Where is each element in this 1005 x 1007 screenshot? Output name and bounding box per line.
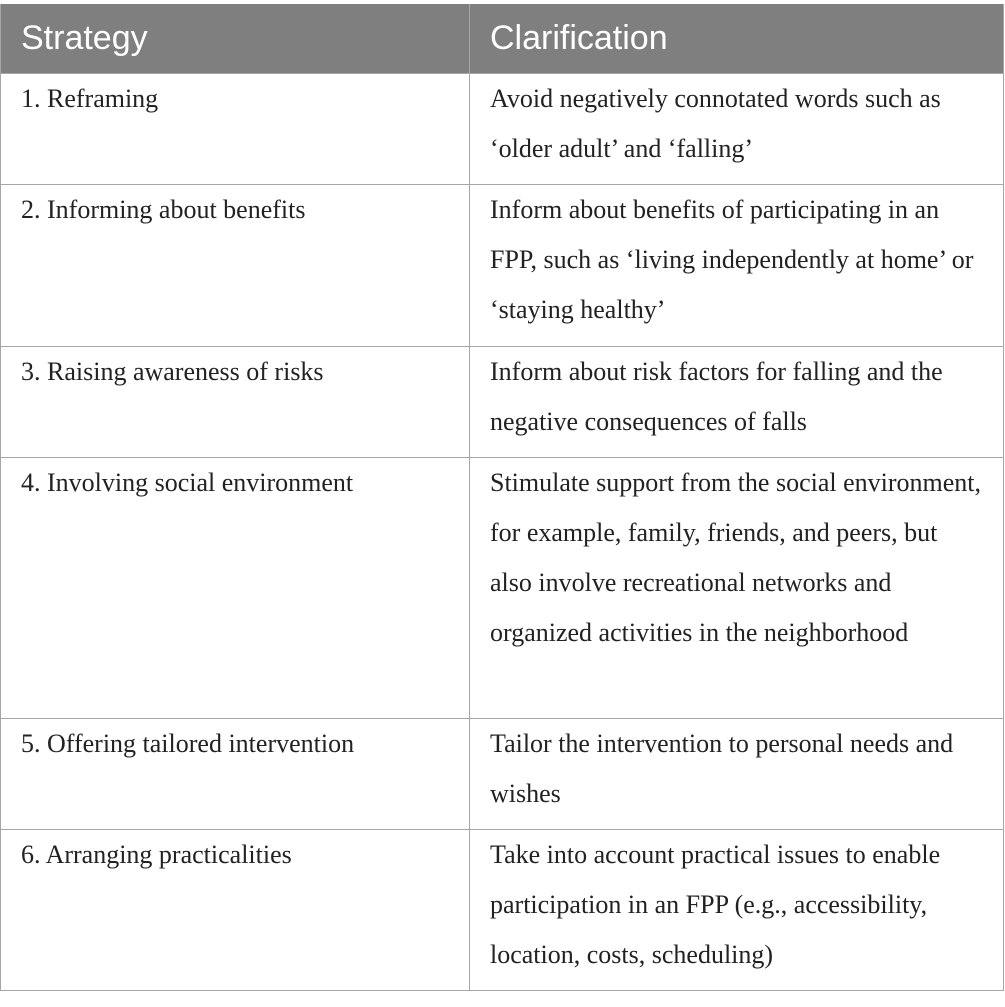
strategy-text: 2. Informing about benefits <box>21 194 306 224</box>
table-body <box>1 73 1004 990</box>
table-header <box>1 4 1004 73</box>
clarification-text: Tailor the intervention to personal needs and wishes <box>490 728 954 808</box>
clarification-text: Stimulate support from the social environment, for example, family, friends, and peers, but also involve recreational networks and organized activities in the neighborhood <box>490 467 982 647</box>
table-row <box>1 184 1004 346</box>
clarification-text: Inform about risk factors for falling and the negative consequences of falls <box>490 356 943 436</box>
clarification-text: Inform about benefits of participating in an FPP, such as ‘living independently at home’ or ‘staying healthy’ <box>490 194 974 324</box>
strategy-text: 3. Raising awareness of risks <box>21 356 324 386</box>
clarification-cell <box>470 718 1004 829</box>
table-row <box>1 718 1004 829</box>
clarification-text: Avoid negatively connotated words such as ‘older adult’ and ‘falling’ <box>490 83 941 163</box>
clarification-cell <box>470 457 1004 718</box>
table-row <box>1 73 1004 184</box>
strategy-cell <box>1 73 470 184</box>
strategy-text: 1. Reframing <box>21 83 159 113</box>
strategy-text: 6. Arranging practicalities <box>21 839 292 869</box>
strategy-text: 5. Offering tailored intervention <box>21 728 355 758</box>
clarification-cell <box>470 184 1004 346</box>
clarification-cell <box>470 829 1004 990</box>
strategy-cell <box>1 718 470 829</box>
clarification-text: Take into account practical issues to enable participation in an FPP (e.g., accessibility, location, costs, scheduling) <box>490 839 941 969</box>
strategy-cell <box>1 346 470 457</box>
strategy-cell <box>1 457 470 718</box>
strategy-cell <box>1 184 470 346</box>
strategy-cell <box>1 829 470 990</box>
table-row <box>1 346 1004 457</box>
header-row <box>1 4 1004 73</box>
column-header-clarification: Clarification <box>470 4 1004 73</box>
strategies-table <box>0 4 1004 991</box>
table-row <box>1 457 1004 718</box>
clarification-cell <box>470 346 1004 457</box>
table-row <box>1 829 1004 990</box>
strategies-table-container <box>0 4 1003 991</box>
strategy-text: 4. Involving social environment <box>21 467 354 497</box>
clarification-cell <box>470 73 1004 184</box>
column-header-strategy: Strategy <box>1 4 470 73</box>
